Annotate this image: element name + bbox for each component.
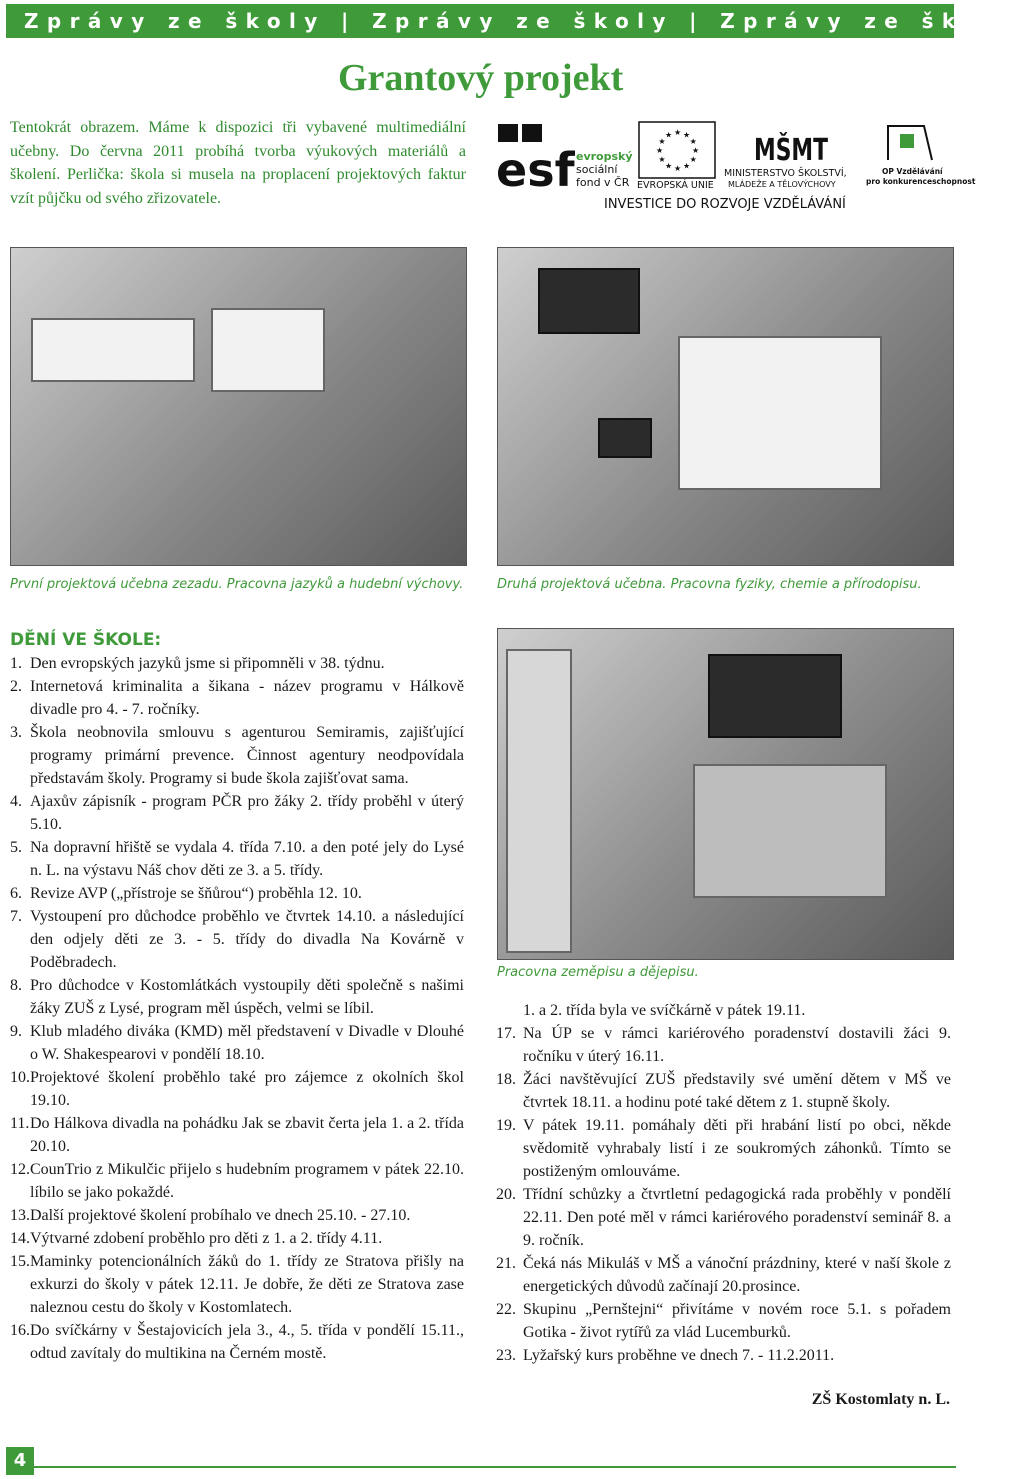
- eu-star-icon: ★: [658, 155, 666, 164]
- news-item-number: 3.: [10, 724, 22, 741]
- news-item-number: 2.: [10, 678, 22, 695]
- news-item-number: 19.: [496, 1117, 516, 1134]
- news-item: [10, 1158, 464, 1204]
- news-item-text: Další projektové školení probíhalo ve dnech 25.10. - 27.10.: [30, 1207, 411, 1224]
- news-item: [496, 999, 951, 1022]
- caption-photo-3: Pracovna zeměpisu a dějepisu.: [497, 965, 699, 980]
- news-item: [496, 1022, 951, 1068]
- eu-star-icon: ★: [665, 130, 673, 140]
- msmt-logo: [724, 131, 856, 189]
- page-number: 4: [6, 1447, 34, 1475]
- header-banner: Zprávy ze školy | Zprávy ze školy | Zprávy ze školy: [6, 4, 954, 38]
- msmt-text-1: MINISTERSTVO ŠKOLSTVÍ,: [724, 168, 847, 179]
- news-list-left: [10, 652, 464, 1365]
- news-item: [10, 790, 464, 836]
- news-item: [10, 1066, 464, 1112]
- esf-wordmark: esf: [496, 143, 575, 197]
- esf-text-2: sociální: [576, 163, 618, 176]
- news-item-text: Den evropských jazyků jsme si připomněli v 38. týdnu.: [30, 655, 385, 672]
- caption-photo-2: Druhá projektová učebna. Pracovna fyziky, chemie a přírodopisu.: [497, 577, 922, 592]
- news-item-number: 11.: [10, 1115, 30, 1132]
- news-item: [10, 1204, 464, 1227]
- eu-label: EVROPSKÁ UNIE: [637, 180, 714, 191]
- eu-star-icon: ★: [689, 137, 697, 146]
- news-item-number: 8.: [10, 977, 22, 994]
- news-item-number: 6.: [10, 885, 22, 902]
- projection-screen: [211, 308, 325, 392]
- news-item-text: Vystoupení pro důchodce proběhlo ve čtvrtek 14.10. a následující den odjely děti ze 3. - 5. třídy do divadla Na Kovárně v Poděbradech.: [30, 908, 464, 971]
- news-item-number: 16.: [10, 1322, 30, 1339]
- news-item: [10, 1112, 464, 1158]
- news-item-text: Čeká nás Mikuláš v MŠ a vánoční prázdniny, které v naší škole z energetických důvodů začínají 20.prosince.: [523, 1255, 951, 1295]
- classroom-photo-3: [497, 628, 954, 960]
- news-item-number: 9.: [10, 1023, 22, 1040]
- door: [506, 649, 572, 953]
- news-item-text: Výtvarné zdobení proběhlo pro děti z 1. a 2. třídy 4.11.: [30, 1230, 383, 1247]
- news-item-text: Lyžařský kurs proběhne ve dnech 7. - 11.2.2011.: [523, 1347, 835, 1364]
- news-item: [496, 1252, 951, 1298]
- news-item-number: 22.: [496, 1301, 516, 1318]
- eu-star-icon: ★: [689, 155, 697, 164]
- news-item-text: Maminky potencionálních žáků do 1. třídy ze Stratova přišly na exkurzi do školy v pátek 12.11. Je dobře, že děti ze Stratova zase naleznou cestu do školy v Kostomlatech.: [30, 1253, 464, 1316]
- classroom-photo-2: [497, 247, 954, 566]
- news-item-text: Žáci navštěvující ZUŠ představily své umění dětem v MŠ ve čtvrtek 18.11. a hodinu poté také dětem z 1. stupně školy.: [523, 1071, 951, 1111]
- news-item-text: Projektové školení proběhlo také pro zájemce z okolních škol 19.10.: [30, 1069, 464, 1109]
- news-item-number: 13.: [10, 1207, 30, 1224]
- news-item: [496, 1183, 951, 1252]
- news-item-text: 1. a 2. třída byla ve svíčkárně v pátek 19.11.: [523, 1002, 806, 1019]
- eu-star-icon: ★: [674, 128, 682, 137]
- news-item: [10, 1250, 464, 1319]
- news-item-number: 10.: [10, 1069, 30, 1086]
- news-item-text: Klub mladého diváka (KMD) měl představení v Divadle v Dlouhé o W. Shakespearovi v pondělí 18.10.: [30, 1023, 464, 1063]
- news-item: [10, 675, 464, 721]
- eu-star-icon: ★: [683, 161, 691, 171]
- news-item-number: 21.: [496, 1255, 516, 1272]
- section-title: DĚNÍ VE ŠKOLE:: [10, 630, 162, 650]
- news-item: [496, 1344, 951, 1367]
- news-item: [496, 1068, 951, 1114]
- eu-star-icon: ★: [683, 130, 691, 140]
- eu-star-icon: ★: [656, 146, 664, 155]
- tv-screen-2: [708, 654, 842, 738]
- news-item-text: Škola neobnovila smlouvu s agenturou Semiramis, zajišťující programy primární prevence. Činnost agentury neodpovídala představám školy. Programy si bude škola zajišťovat sama.: [30, 724, 464, 787]
- wall-map: [693, 764, 887, 898]
- eu-star-icon: ★: [658, 137, 666, 146]
- news-item: [496, 1298, 951, 1344]
- news-item-number: 23.: [496, 1347, 516, 1364]
- op-text-2: pro konkurenceschopnost: [866, 177, 976, 186]
- eu-logo: [637, 122, 715, 191]
- news-item-text: Skupinu „Pernštejni“ přivítáme v novém roce 5.1. s pořadem Gotika - život rytířů za vlád Lucemburků.: [523, 1301, 951, 1341]
- news-item-text: Na ÚP se v rámci kariérového poradenství dostavili žáci 9. ročníku v úterý 16.11.: [523, 1025, 951, 1065]
- news-item: [10, 1020, 464, 1066]
- logo-tagline: INVESTICE DO ROZVOJE VZDĚLÁVÁNÍ: [604, 197, 846, 212]
- interactive-whiteboard: [678, 336, 882, 490]
- news-item-text: Pro důchodce v Kostomlátkách vystoupily děti společně s našimi žáky ZUŠ z Lysé, program měl úspěch, velmi se líbil.: [30, 977, 464, 1017]
- news-item: [10, 882, 464, 905]
- news-item-number: 7.: [10, 908, 22, 925]
- classroom-photo-1: [10, 247, 467, 566]
- intro-text: Tentokrát obrazem. Máme k dispozici tři vybavené multimediální učebny. Do června 2011 probíhá tvorba výukových materiálů a školení. Perlička: škola si musela na proplacení projektových faktur vzít půjčku od svého zřizovatele.: [10, 119, 466, 207]
- eu-star-icon: ★: [665, 161, 673, 171]
- monitor: [598, 418, 652, 458]
- esf-text-1: evropský: [576, 150, 633, 163]
- news-item: [10, 1319, 464, 1365]
- news-item-text: Internetová kriminalita a šikana - název programu v Hálkově divadle pro 4. - 7. ročníky.: [30, 678, 464, 718]
- news-item-number: 20.: [496, 1186, 516, 1203]
- news-item-number: 5.: [10, 839, 22, 856]
- tv-screen: [538, 268, 640, 334]
- news-item-number: 18.: [496, 1071, 516, 1088]
- news-item-number: 12.: [10, 1161, 30, 1178]
- esf-text-3: fond v ČR: [576, 176, 630, 189]
- news-item-text: Ajaxův zápisník - program PČR pro žáky 2. třídy proběhl v úterý 5.10.: [30, 793, 464, 833]
- sponsor-logos-svg: [496, 116, 976, 220]
- news-item: [496, 1114, 951, 1183]
- news-item: [10, 905, 464, 974]
- footer-rule: [34, 1466, 956, 1468]
- news-item: [10, 652, 464, 675]
- news-item: [10, 721, 464, 790]
- signature: ZŠ Kostomlaty n. L.: [811, 1391, 950, 1408]
- news-item-text: Třídní schůzky a čtvrtletní pedagogická rada proběhly v pondělí 22.11. Den poté měl v rámci kariérového poradenství seminář 8. a 9. ročník.: [523, 1186, 951, 1249]
- sponsor-logos: [496, 116, 976, 220]
- news-item-number: 4.: [10, 793, 22, 810]
- msmt-mark: MŠMT: [754, 133, 856, 168]
- op-text-1: OP Vzdělávání: [882, 167, 943, 176]
- news-item-text: Revize AVP („přístroje se šňůrou“) proběhla 12. 10.: [30, 885, 362, 902]
- news-item-text: CounTrio z Mikulčic přijelo s hudebním programem v pátek 22.10. líbilo se jako pokaždé.: [30, 1161, 464, 1201]
- news-item: [10, 974, 464, 1020]
- news-item-text: Do svíčkárny v Šestajovicích jela 3., 4., 5. třída v pondělí 15.11., odtud zavítaly do multikina na Černém mostě.: [30, 1322, 464, 1362]
- eu-star-icon: ★: [692, 146, 700, 155]
- whiteboard: [31, 318, 195, 382]
- news-item-text: Do Hálkova divadla na pohádku Jak se zbavit čerta jela 1. a 2. třída 20.10.: [30, 1115, 464, 1155]
- esf-logo: [496, 124, 633, 197]
- news-item-number: 15.: [10, 1253, 30, 1270]
- caption-photo-1: První projektová učebna zezadu. Pracovna jazyků a hudební výchovy.: [10, 577, 464, 592]
- news-item-number: 1.: [10, 655, 22, 672]
- op-logo: [866, 126, 976, 186]
- news-item: [10, 836, 464, 882]
- news-item-number: 14.: [10, 1230, 30, 1247]
- news-item-number: 17.: [496, 1025, 516, 1042]
- news-item-text: V pátek 19.11. pomáhaly děti při hrabání listí po obci, někde svědomitě vyhrabaly listí i ze soukromých záhonků. Tímto se postiženým omlouváme.: [523, 1117, 951, 1180]
- news-item: [10, 1227, 464, 1250]
- msmt-text-2: MLÁDEŽE A TĚLOVÝCHOVY: [728, 180, 836, 189]
- news-item-text: Na dopravní hřiště se vydala 4. třída 7.10. a den poté jely do Lysé n. L. na výstavu Náš chov děti ze 3. a 5. třídy.: [30, 839, 464, 879]
- news-list-right: [496, 999, 951, 1367]
- eu-star-icon: ★: [674, 164, 682, 173]
- page-title: Grantový projekt: [338, 57, 624, 99]
